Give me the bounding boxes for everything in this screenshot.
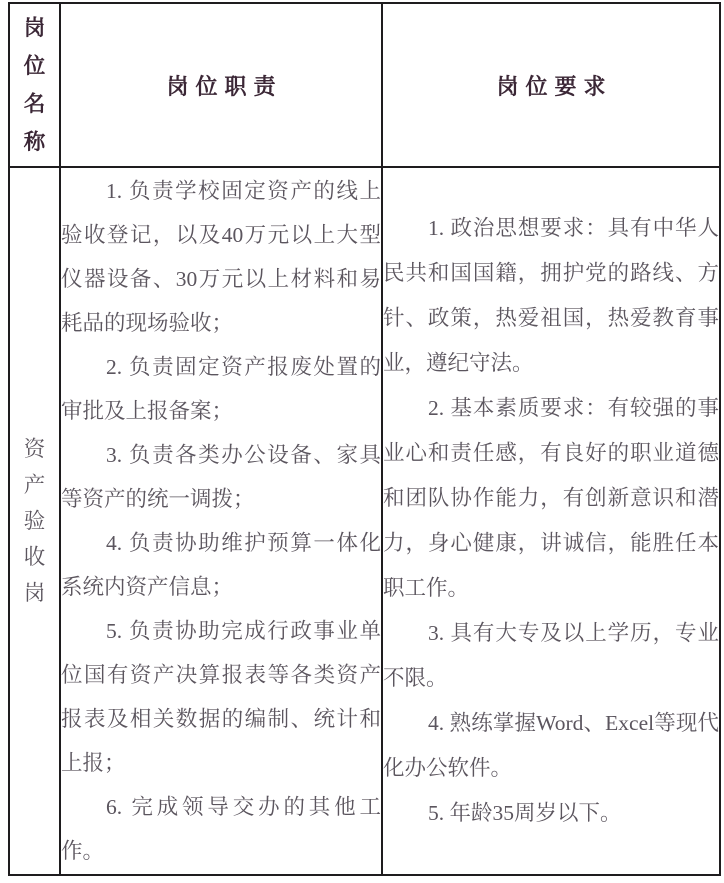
job-position-table — [8, 2, 721, 876]
duty-item: 4. 负责协助维护预算一体化系统内资产信息； — [61, 531, 381, 599]
duty-item: 1. 负责学校固定资产的线上验收登记，以及40万元以上大型仪器设备、30万元以上材料和易耗品的现场验收； — [61, 179, 381, 335]
header-position-name — [9, 3, 60, 167]
header-requirements: 岗位要求 — [382, 3, 720, 167]
duty-item: 5. 负责协助完成行政事业单位国有资产决算报表等各类资产报表及相关数据的编制、统计和上报； — [61, 619, 381, 775]
header-position-name-label: 岗位名称 — [23, 16, 46, 154]
requirement-item: 3. 具有大专及以上学历，专业不限。 — [383, 621, 719, 690]
table-header-row — [9, 3, 720, 167]
cell-position-name — [9, 167, 60, 875]
requirement-item: 2. 基本素质要求：有较强的事业心和责任感，有良好的职业道德和团队协作能力，有创新意识和潜力，身心健康，讲诚信，能胜任本职工作。 — [383, 396, 719, 600]
requirement-item: 4. 熟练掌握Word、Excel等现代化办公软件。 — [383, 711, 719, 780]
cell-requirements — [382, 167, 720, 875]
requirement-item: 5. 年龄35周岁以下。 — [428, 801, 622, 825]
requirement-item: 1. 政治思想要求：具有中华人民共和国国籍，拥护党的路线、方针、政策，热爱祖国，热爱教育事业，遵纪守法。 — [383, 216, 719, 375]
duty-item: 2. 负责固定资产报废处置的审批及上报备案； — [61, 355, 381, 423]
duty-item: 6. 完成领导交办的其他工作。 — [61, 795, 381, 863]
position-name-label: 资产验收岗 — [23, 437, 46, 605]
duty-item: 3. 负责各类办公设备、家具等资产的统一调拨； — [61, 443, 381, 511]
cell-duties — [60, 167, 382, 875]
table-body-row — [9, 167, 720, 875]
header-duties: 岗位职责 — [60, 3, 382, 167]
